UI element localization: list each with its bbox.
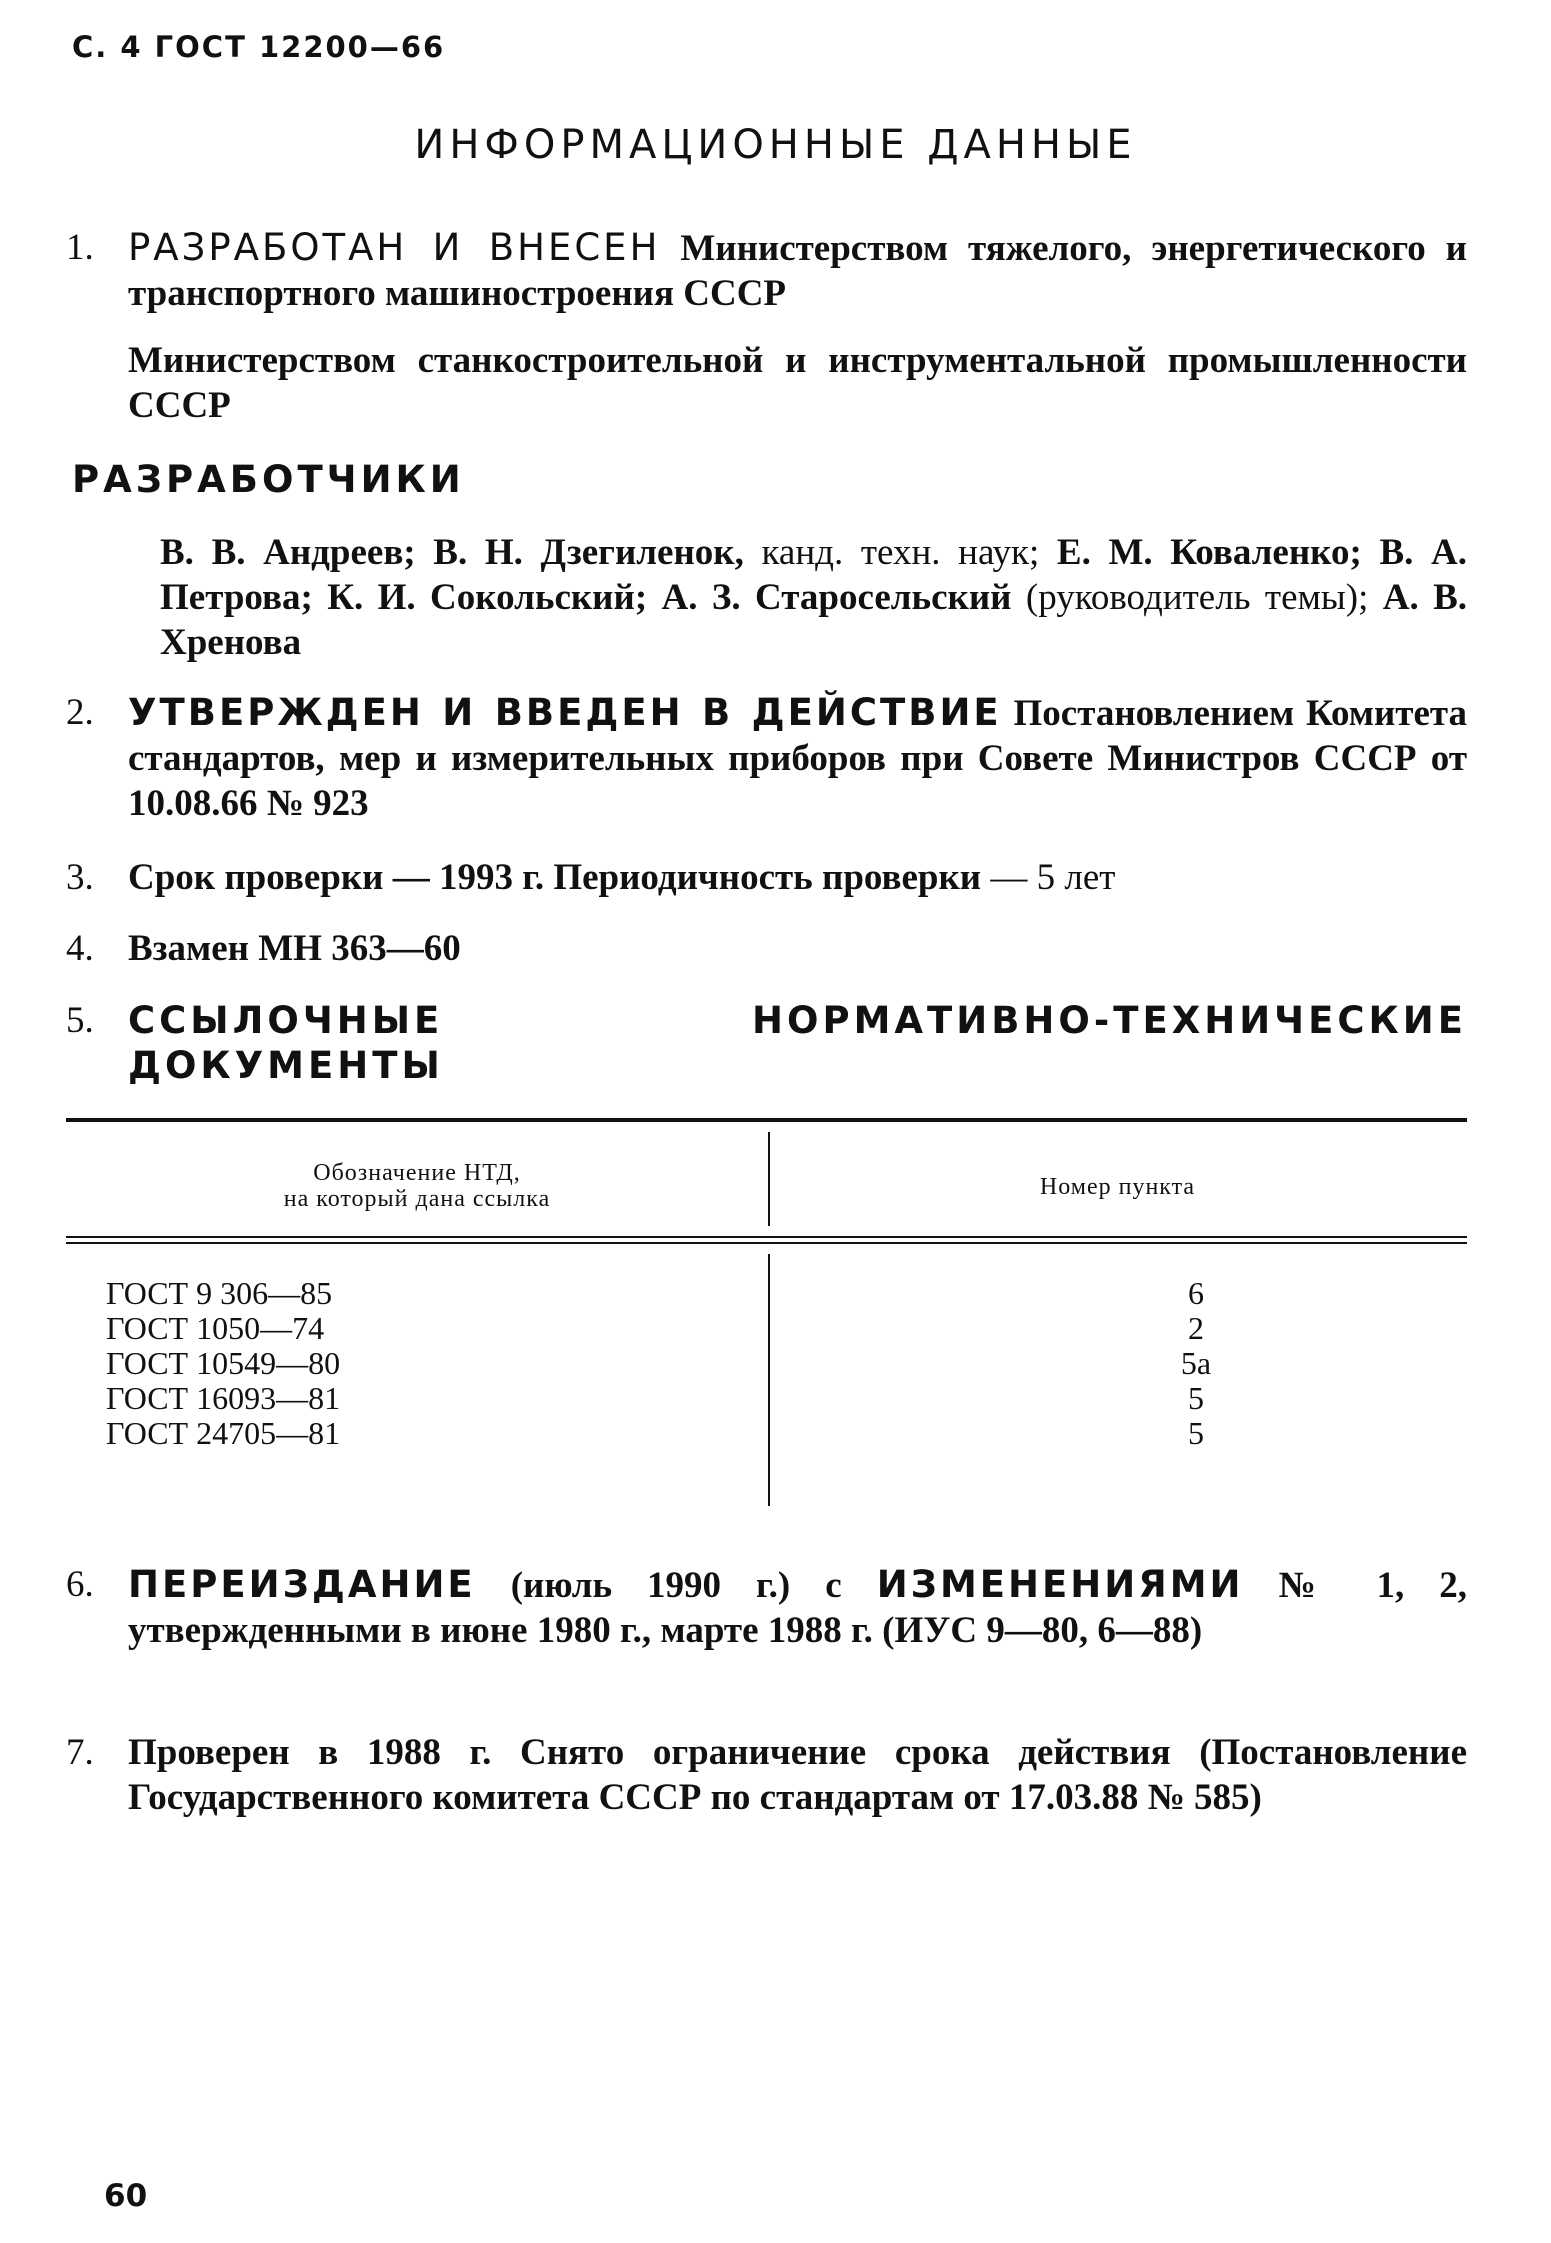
page-number: 60 (104, 2178, 148, 2214)
item-3-body (128, 855, 1467, 900)
developer-1: В. В. Андреев; (160, 532, 416, 573)
item-6-text: № 1, 2, утвержденными в июне 1980 г., марте 1988 г. (ИУС 9—80, 6—88) (128, 1565, 1467, 1651)
item-1-text: Министерством тяжелого, энергетического и транспортного машиностроения СССР (128, 228, 1468, 314)
table-header-designation-line-2: на который дана ссылка (283, 1186, 551, 1212)
item-4-number: 4. (66, 928, 94, 969)
item-5-heading: ССЫЛОЧНЫЕ НОРМАТИВНО-ТЕХНИЧЕСКИЕ ДОКУМЕНТЫ (128, 999, 1467, 1087)
table-row: ГОСТ 16093—81 (106, 1380, 341, 1416)
item-4 (66, 926, 1467, 971)
developer-6: А. З. Старосельский (661, 577, 1012, 618)
page-header: С. 4 ГОСТ 12200—66 (72, 30, 446, 64)
table-cell-item: 6 (1188, 1275, 1204, 1311)
table-row: ГОСТ 1050—74 (106, 1310, 325, 1346)
item-5 (66, 998, 1467, 1088)
table-header-designation-line-1: Обозначение НТД, (313, 1160, 521, 1186)
item-5-number: 5. (66, 1000, 94, 1041)
developers-list (160, 530, 1467, 665)
item-3-text: Срок проверки — 1993 г. Периодичность проверки (128, 857, 982, 898)
item-1-body (128, 225, 1467, 316)
item-3 (66, 855, 1467, 900)
developer-2: В. Н. Дзегиленок, (433, 532, 744, 573)
item-2-body (128, 690, 1467, 826)
table-cell-item: 5а (1180, 1345, 1212, 1381)
references-table (66, 1118, 1467, 1508)
item-6-number: 6. (66, 1564, 94, 1605)
item-6-date: (июль 1990 г.) с (510, 1565, 842, 1606)
item-7 (66, 1730, 1467, 1820)
item-7-number: 7. (66, 1732, 94, 1773)
table-column-item-number (1116, 1276, 1276, 1451)
table-header-designation (66, 1160, 768, 1212)
table-row: ГОСТ 9 306—85 (106, 1275, 333, 1311)
developer-7: А. В. Хренова (160, 577, 1468, 663)
table-column-designation (106, 1276, 340, 1451)
item-6-changes-heading: ИЗМЕНЕНИЯМИ (876, 1563, 1244, 1606)
document-title: ИНФОРМАЦИОННЫЕ ДАННЫЕ (414, 122, 1137, 168)
item-2-number: 2. (66, 692, 94, 733)
item-3-number: 3. (66, 857, 94, 898)
developers-heading: РАЗРАБОТЧИКИ (72, 458, 465, 501)
table-row: ГОСТ 24705—81 (106, 1415, 341, 1451)
table-cell-item: 5 (1188, 1415, 1204, 1451)
item-1 (66, 225, 1467, 428)
table-row: ГОСТ 10549—80 (106, 1345, 341, 1381)
table-header-item-number: Номер пункта (1039, 1174, 1196, 1200)
developer-5: К. И. Сокольский; (327, 577, 648, 618)
table-cell-item: 5 (1188, 1380, 1204, 1416)
table-header-rule (66, 1236, 1467, 1244)
developer-2-degree: канд. техн. наук; (761, 532, 1040, 573)
item-3-period: — 5 лет (990, 857, 1116, 898)
developer-4: В. А. Петрова; (160, 532, 1467, 618)
table-top-rule (66, 1118, 1467, 1122)
item-2 (66, 690, 1467, 826)
item-1-text-2: Министерством станкостроительной и инструментальной промышленности СССР (128, 340, 1467, 426)
item-1-heading: РАЗРАБОТАН И ВНЕСЕН (128, 226, 661, 269)
developer-6-role: (руководитель темы); (1025, 577, 1369, 618)
item-6-heading: ПЕРЕИЗДАНИЕ (128, 1563, 476, 1606)
item-6-body (128, 1562, 1467, 1653)
item-2-text: Постановлением Комитета стандартов, мер и измерительных приборов при Совете Министров СССР от 10.08.66 № 923 (128, 693, 1467, 824)
item-4-text: Взамен МН 363—60 (128, 928, 461, 969)
developer-3: Е. М. Коваленко; (1056, 532, 1362, 573)
item-6 (66, 1562, 1467, 1653)
item-2-heading: УТВЕРЖДЕН И ВВЕДЕН В ДЕЙСТВИЕ (128, 691, 1002, 734)
table-body-divider (768, 1254, 770, 1506)
item-1-number: 1. (66, 227, 94, 268)
item-7-text: Проверен в 1988 г. Снято ограничение срока действия (Постановление Государственного комитета СССР по стандартам от 17.03.88 № 585) (128, 1732, 1467, 1818)
table-cell-item: 2 (1188, 1310, 1204, 1346)
